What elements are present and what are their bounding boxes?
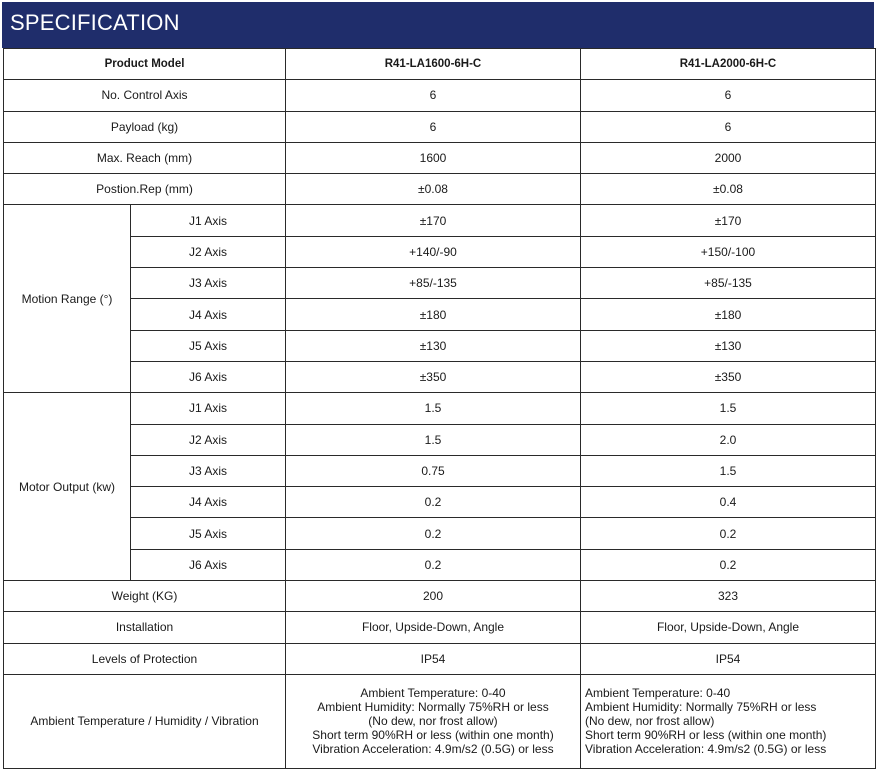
env-line: Ambient Humidity: Normally 75%RH or less bbox=[317, 700, 549, 715]
cell-model-1: ±170 bbox=[286, 205, 581, 236]
cell-model-2: 1.5 bbox=[581, 393, 876, 424]
cell-model-1: ±180 bbox=[286, 299, 581, 330]
cell-model-2: 0.2 bbox=[581, 549, 876, 580]
environment-label: Ambient Temperature / Humidity / Vibration bbox=[4, 674, 286, 768]
axis-label: J3 Axis bbox=[131, 268, 286, 299]
row-label: Payload (kg) bbox=[4, 111, 286, 142]
cell-model-2: 323 bbox=[581, 581, 876, 612]
table-row bbox=[4, 205, 876, 236]
axis-label: J2 Axis bbox=[131, 236, 286, 267]
table-row bbox=[4, 455, 876, 486]
spec-header-bar bbox=[2, 2, 874, 48]
table-row bbox=[4, 174, 876, 205]
env-line: Vibration Acceleration: 4.9m/s2 (0.5G) or less bbox=[312, 742, 554, 757]
env-line: Ambient Humidity: Normally 75%RH or less bbox=[585, 700, 817, 715]
table-row bbox=[4, 612, 876, 643]
cell-model-1: IP54 bbox=[286, 643, 581, 674]
cell-model-2: +150/-100 bbox=[581, 236, 876, 267]
cell-model-2: 2000 bbox=[581, 142, 876, 173]
header-cell-model-2: R41-LA2000-6H-C bbox=[581, 49, 876, 80]
table-row bbox=[4, 299, 876, 330]
cell-model-1: 0.2 bbox=[286, 487, 581, 518]
row-label: Installation bbox=[4, 612, 286, 643]
cell-model-1: ±350 bbox=[286, 361, 581, 392]
cell-model-1: 0.2 bbox=[286, 518, 581, 549]
header-cell-model-1: R41-LA1600-6H-C bbox=[286, 49, 581, 80]
motion-range-label: Motion Range (°) bbox=[4, 205, 131, 393]
table-row bbox=[4, 361, 876, 392]
cell-model-1: 200 bbox=[286, 581, 581, 612]
header-cell-product-model: Product Model bbox=[4, 49, 286, 80]
table-row bbox=[4, 393, 876, 424]
table-row bbox=[4, 330, 876, 361]
environment-cell-model-1 bbox=[286, 674, 581, 768]
axis-label: J1 Axis bbox=[131, 205, 286, 236]
cell-model-1: 6 bbox=[286, 111, 581, 142]
table-row bbox=[4, 111, 876, 142]
table-row bbox=[4, 142, 876, 173]
table-row bbox=[4, 549, 876, 580]
environment-text bbox=[312, 686, 553, 756]
table-row bbox=[4, 518, 876, 549]
cell-model-1: +85/-135 bbox=[286, 268, 581, 299]
table-header-row bbox=[4, 49, 876, 80]
cell-model-1: Floor, Upside-Down, Angle bbox=[286, 612, 581, 643]
axis-label: J2 Axis bbox=[131, 424, 286, 455]
cell-model-2: ±130 bbox=[581, 330, 876, 361]
cell-model-2: 2.0 bbox=[581, 424, 876, 455]
cell-model-1: 6 bbox=[286, 80, 581, 111]
environment-cell-model-2 bbox=[581, 674, 876, 768]
table-row-environment bbox=[4, 674, 876, 768]
env-line: (No dew, nor frost allow) bbox=[585, 714, 715, 729]
row-label: Max. Reach (mm) bbox=[4, 142, 286, 173]
table-row bbox=[4, 80, 876, 111]
cell-model-2: 6 bbox=[581, 111, 876, 142]
table-row bbox=[4, 487, 876, 518]
cell-model-1: 1600 bbox=[286, 142, 581, 173]
env-line: Short term 90%RH or less (within one month) bbox=[585, 728, 827, 743]
cell-model-2: Floor, Upside-Down, Angle bbox=[581, 612, 876, 643]
table-row bbox=[4, 643, 876, 674]
cell-model-1: 0.2 bbox=[286, 549, 581, 580]
table-row bbox=[4, 424, 876, 455]
cell-model-1: 0.75 bbox=[286, 455, 581, 486]
cell-model-2: IP54 bbox=[581, 643, 876, 674]
env-line: (No dew, nor frost allow) bbox=[368, 714, 498, 729]
cell-model-2: 6 bbox=[581, 80, 876, 111]
axis-label: J6 Axis bbox=[131, 361, 286, 392]
env-line: Ambient Temperature: 0-40 bbox=[585, 686, 731, 701]
row-label: Levels of Protection bbox=[4, 643, 286, 674]
axis-label: J1 Axis bbox=[131, 393, 286, 424]
cell-model-2: 0.4 bbox=[581, 487, 876, 518]
motor-output-label: Motor Output (kw) bbox=[4, 393, 131, 581]
cell-model-2: ±170 bbox=[581, 205, 876, 236]
cell-model-2: 0.2 bbox=[581, 518, 876, 549]
table-row bbox=[4, 236, 876, 267]
cell-model-1: 1.5 bbox=[286, 424, 581, 455]
cell-model-2: ±0.08 bbox=[581, 174, 876, 205]
axis-label: J3 Axis bbox=[131, 455, 286, 486]
axis-label: J5 Axis bbox=[131, 518, 286, 549]
cell-model-1: ±0.08 bbox=[286, 174, 581, 205]
table-row bbox=[4, 581, 876, 612]
cell-model-2: ±180 bbox=[581, 299, 876, 330]
cell-model-1: 1.5 bbox=[286, 393, 581, 424]
row-label: Postion.Rep (mm) bbox=[4, 174, 286, 205]
cell-model-1: +140/-90 bbox=[286, 236, 581, 267]
cell-model-2: ±350 bbox=[581, 361, 876, 392]
cell-model-2: 1.5 bbox=[581, 455, 876, 486]
axis-label: J4 Axis bbox=[131, 299, 286, 330]
cell-model-1: ±130 bbox=[286, 330, 581, 361]
row-label: Weight (KG) bbox=[4, 581, 286, 612]
axis-label: J6 Axis bbox=[131, 549, 286, 580]
env-line: Ambient Temperature: 0-40 bbox=[360, 686, 506, 701]
axis-label: J4 Axis bbox=[131, 487, 286, 518]
specification-table bbox=[3, 48, 876, 769]
page-title: SPECIFICATION bbox=[10, 10, 180, 35]
axis-label: J5 Axis bbox=[131, 330, 286, 361]
table-row bbox=[4, 268, 876, 299]
cell-model-2: +85/-135 bbox=[581, 268, 876, 299]
row-label: No. Control Axis bbox=[4, 80, 286, 111]
env-line: Vibration Acceleration: 4.9m/s2 (0.5G) or less bbox=[585, 742, 827, 757]
env-line: Short term 90%RH or less (within one month) bbox=[312, 728, 554, 743]
